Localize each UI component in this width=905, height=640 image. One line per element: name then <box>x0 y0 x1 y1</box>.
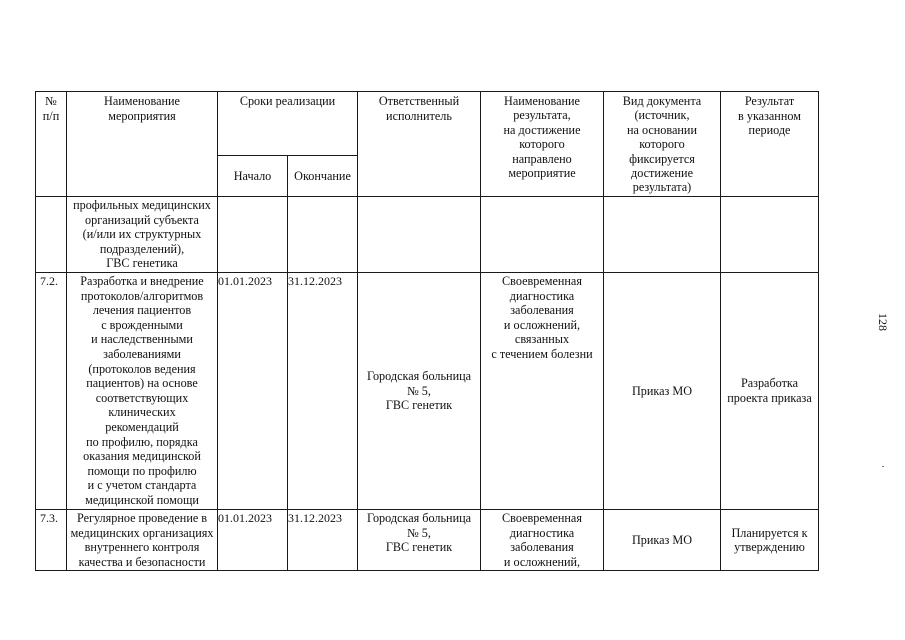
row-executor <box>358 197 481 273</box>
table-row <box>36 272 819 509</box>
header-end: Окончание <box>288 156 358 197</box>
header-result-name: Наименование результата, на достижение которого направлено мероприятие <box>481 92 604 197</box>
activity-plan-table <box>35 91 819 571</box>
row-result-name: Своевременная диагностика заболевания и осложнений, связанных с течением болезни <box>481 272 604 509</box>
header-name: Наименование мероприятия <box>67 92 218 197</box>
table-header-row <box>36 92 819 156</box>
header-period-result: Результат в указанном периоде <box>721 92 819 197</box>
row-end <box>288 197 358 273</box>
header-num: № п/п <box>36 92 67 197</box>
row-name: Разработка и внедрение протоколов/алгоритмов лечения пациентов с врожденными и наследственными заболеваниями (протоколов ведения пациентов) на основе соответствующих клинических рекомендаций по профилю, порядка оказания медицинской помощи по профилю и с учетом стандарта медицинской помощи <box>67 272 218 509</box>
row-start: 01.01.2023 <box>218 509 288 570</box>
row-period-result <box>721 197 819 273</box>
row-executor: Городская больница № 5, ГВС генетик <box>358 272 481 509</box>
row-end: 31.12.2023 <box>288 272 358 509</box>
row-period-result: Планируется к утверждению <box>721 509 819 570</box>
row-name: Регулярное проведение в медицинских организациях внутреннего контроля качества и безопасности <box>67 509 218 570</box>
table-row <box>36 197 819 273</box>
row-end: 31.12.2023 <box>288 509 358 570</box>
table-row <box>36 509 819 570</box>
scan-mark <box>882 466 884 467</box>
header-doc-type: Вид документа (источник, на основании которого фиксируется достижение результата) <box>604 92 721 197</box>
row-doc-type: Приказ МО <box>604 272 721 509</box>
row-result-name <box>481 197 604 273</box>
row-num: 7.3. <box>36 509 67 570</box>
header-start: Начало <box>218 156 288 197</box>
row-num <box>36 197 67 273</box>
row-start: 01.01.2023 <box>218 272 288 509</box>
row-result-name: Своевременная диагностика заболевания и осложнений, <box>481 509 604 570</box>
row-name: профильных медицинских организаций субъекта (и/или их структурных подразделений), ГВС генетика <box>67 197 218 273</box>
page-number: 128 <box>876 313 890 331</box>
row-executor: Городская больница № 5, ГВС генетик <box>358 509 481 570</box>
header-executor: Ответственный исполнитель <box>358 92 481 197</box>
row-start <box>218 197 288 273</box>
row-num: 7.2. <box>36 272 67 509</box>
header-terms: Сроки реализации <box>218 92 358 156</box>
row-doc-type: Приказ МО <box>604 509 721 570</box>
row-period-result: Разработка проекта приказа <box>721 272 819 509</box>
row-doc-type <box>604 197 721 273</box>
